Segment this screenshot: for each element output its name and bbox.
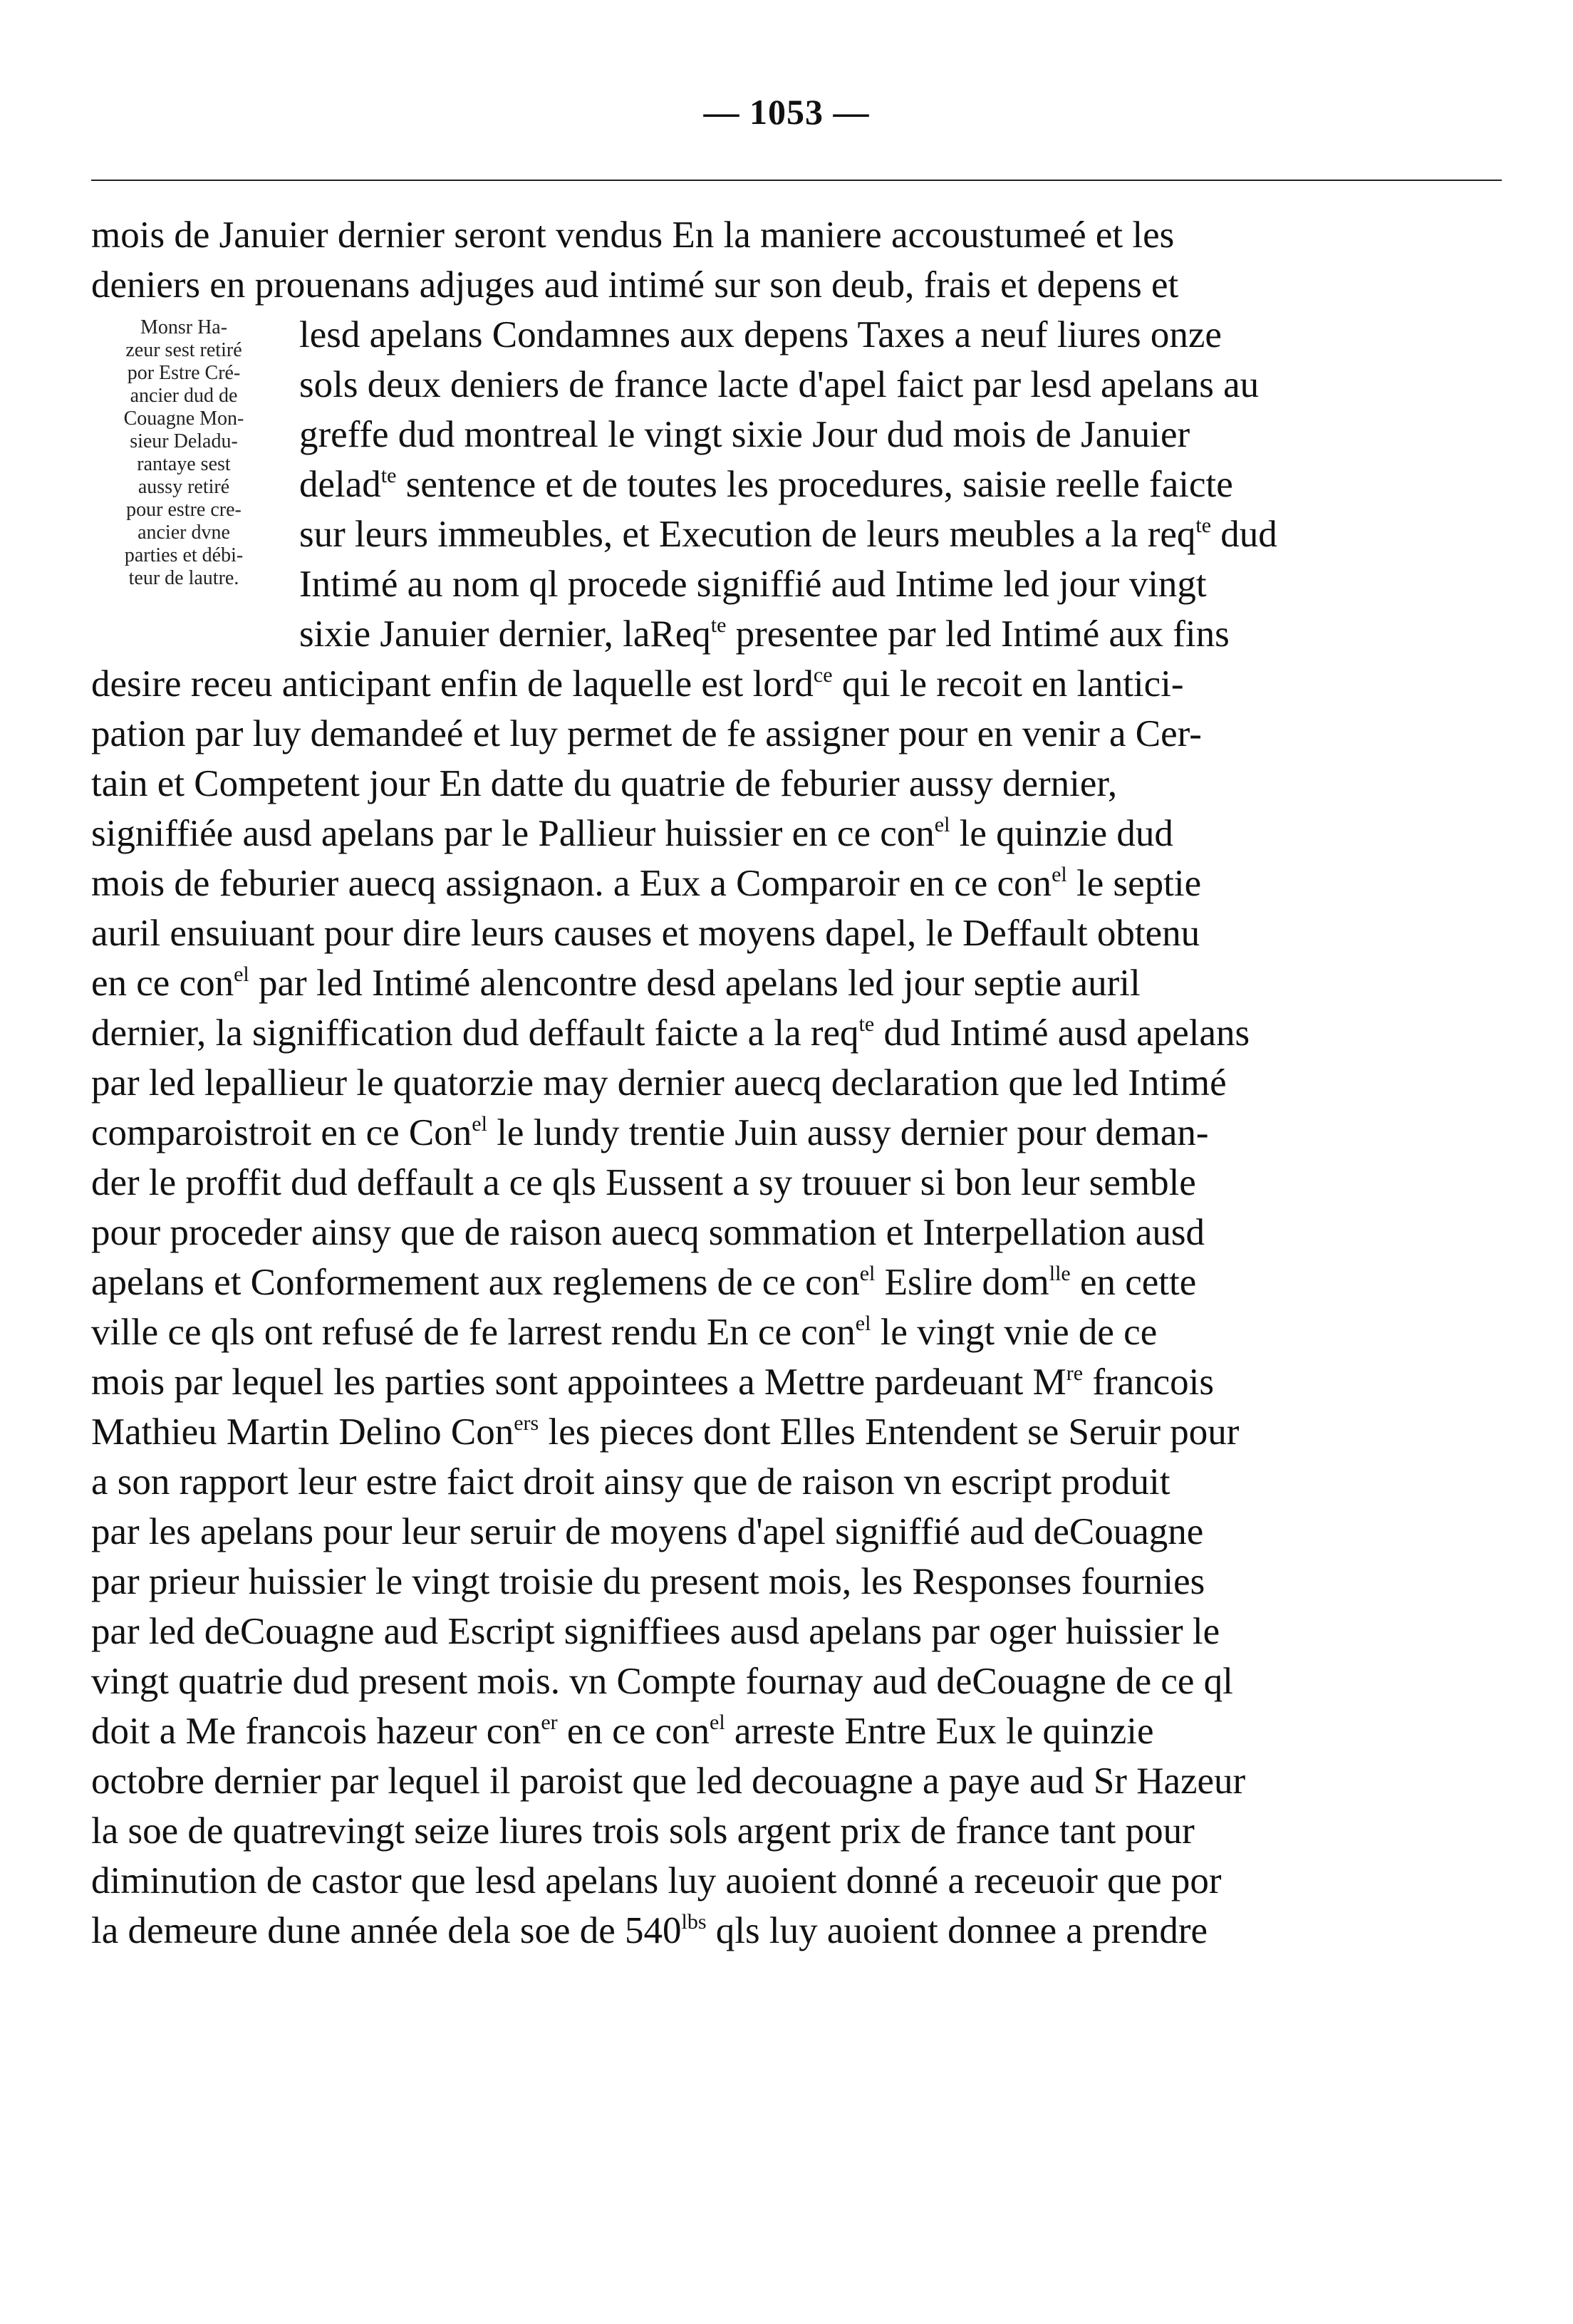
margin-note-line: zeur sest retiré	[125, 339, 242, 361]
text-line: par led lepallieur le quatorzie may dernier auecq declaration que led Intimé	[91, 1062, 1227, 1104]
margin-note-line: aussy retiré	[137, 476, 230, 498]
margin-note-line: ancier dvne	[137, 522, 230, 544]
margin-note-line: por Estre Cré-	[127, 362, 241, 384]
text-line: der le proffit dud deffault a ce qls Eussent a sy trouuer si bon leur semble	[91, 1162, 1196, 1203]
text-line: pour proceder ainsy que de raison auecq sommation et Interpellation ausd	[91, 1212, 1205, 1253]
margin-note-line: teur de lautre.	[128, 567, 239, 589]
text-line: la soe de quatrevingt seize liures trois sols argent prix de france tant pour	[91, 1810, 1195, 1852]
text-line: lesd apelans Condamnes aux depens Taxes a neuf liures onze	[299, 314, 1222, 356]
text-line: mois par lequel les parties sont appointees a Mettre pardeuant Mre francois	[91, 1361, 1215, 1403]
text-line: tain et Competent jour En datte du quatrie de feburier aussy dernier,	[91, 763, 1118, 804]
text-line: mois de feburier auecq assignaon. a Eux a Comparoir en ce con$^{el}$ le septie	[91, 863, 1202, 904]
margin-note-line: ancier dud de	[130, 385, 238, 407]
text-line: desire receu anticipant enfin de laquelle est lord$^{ce}$ qui le recoit en lantici-	[91, 663, 1184, 705]
page-number: — 1053 —	[703, 92, 870, 132]
margin-note	[88, 316, 279, 590]
text-line: par prieur huissier le vingt troisie du present mois, les Responses fournies	[91, 1561, 1205, 1602]
margin-note-line: pour estre cre-	[126, 499, 242, 521]
margin-note-line: Monsr Ha-	[140, 316, 228, 338]
margin-note-line: rantaye sest	[137, 453, 231, 475]
text-line: octobre dernier par lequel il paroist que led decouagne a paye aud Sr Hazeur	[91, 1760, 1246, 1802]
text-line: pation par luy demandeé et luy permet de fe assigner pour en venir a Cer-	[91, 713, 1202, 754]
text-line: sur leurs immeubles, et Execution de leurs meubles a la req$^{te}$ dud	[299, 514, 1277, 555]
text-line: par les apelans pour leur seruir de moyens d'apel signiffié aud deCouagne	[91, 1511, 1204, 1552]
text-line: doit a Me francois hazeur con$^{er}$ en ce con$^{el}$ arreste Entre Eux le quinzie	[91, 1711, 1154, 1752]
text-line: la demeure dune année dela soe de $540^{lbs}$ qls luy auoient donnee a prendre	[91, 1910, 1208, 1951]
text-line: diminution de castor que lesd apelans luy auoient donné a receuoir que por	[91, 1860, 1222, 1902]
text-line: sixie Januier dernier, laReq$^{te}$ presentee par led Intimé aux fins	[299, 613, 1230, 655]
text-line: sols deux deniers de france lacte d'apel faict par lesd apelans au	[299, 364, 1260, 405]
text-line: mois de Januier dernier seront vendus En la maniere accoustumeé et les	[91, 214, 1175, 256]
text-line: greffe dud montreal le vingt sixie Jour dud mois de Januier	[299, 414, 1190, 455]
text-line: delad$^{te}$ sentence et de toutes les procedures, saisie reelle faicte	[299, 464, 1233, 505]
text-line: deniers en prouenans adjuges aud intimé sur son deub, frais et depens et	[91, 264, 1179, 306]
header-rule	[91, 180, 1502, 181]
text-line: ville ce qls ont refusé de fe larrest rendu En ce con$^{el}$ le vingt vnie de ce	[91, 1312, 1158, 1353]
text-line: comparoistroit en ce Con$^{el}$ le lundy trentie Juin aussy dernier pour deman-	[91, 1112, 1209, 1153]
text-line: auril ensuiuant pour dire leurs causes et moyens dapel, le Deffault obtenu	[91, 913, 1200, 954]
text-line: signiffiée ausd apelans par le Pallieur huissier en ce con$^{el}$ le quinzie dud	[91, 813, 1173, 854]
text-line: par led deCouagne aud Escript signiffiees ausd apelans par oger huissier le	[91, 1611, 1220, 1652]
margin-note-line: sieur Deladu-	[130, 430, 238, 452]
text-line: Intimé au nom ql procede signiffié aud Intime led jour vingt	[299, 564, 1207, 605]
margin-note-line: Couagne Mon-	[123, 408, 244, 430]
text-line: en ce con$^{el}$ par led Intimé alencontre desd apelans led jour septie auril	[91, 963, 1141, 1004]
text-line: a son rapport leur estre faict droit ainsy que de raison vn escript produit	[91, 1461, 1170, 1503]
text-line: Mathieu Martin Delino Con$^{ers}$ les pieces dont Elles Entendent se Seruir pour	[91, 1411, 1240, 1453]
text-line: dernier, la signiffication dud deffault faicte a la req$^{te}$ dud Intimé ausd apelans	[91, 1012, 1250, 1054]
text-line: apelans et Conformement aux reglemens de ce con$^{el}$ Eslire dom$^{lle}$ en cette	[91, 1262, 1197, 1303]
text-line: vingt quatrie dud present mois. vn Compte fournay aud deCouagne de ce ql	[91, 1661, 1233, 1702]
margin-note-line: parties et débi-	[124, 544, 244, 566]
